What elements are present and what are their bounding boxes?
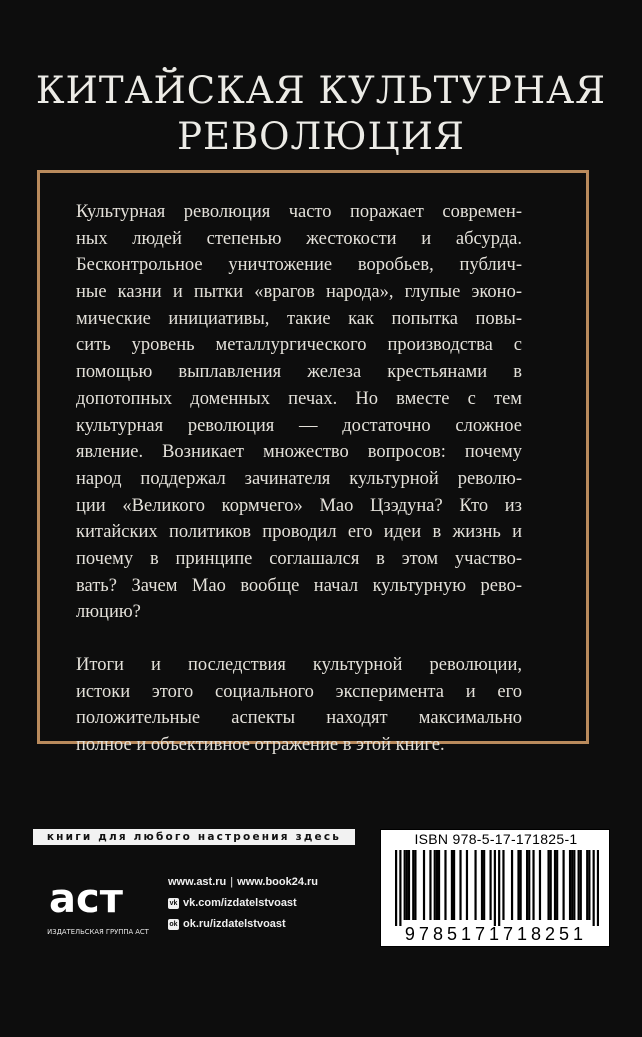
- tagline-banner: книги для любого настроения здесь: [33, 829, 355, 845]
- blurb-line: помощью выплавления железа крестьянами в: [76, 362, 522, 383]
- barcode-bar: [502, 850, 504, 920]
- title-line-1: КИТАЙСКАЯ КУЛЬТУРНАЯ: [35, 69, 607, 112]
- ok-link[interactable]: ok.ru/izdatelstvoast: [183, 918, 286, 930]
- blurb-line: истоки этого социального эксперимента и его: [76, 681, 522, 702]
- blurb-line: Бесконтрольное уничтожение воробьев, публич-: [76, 255, 522, 276]
- blurb-line: культурная революция — достаточно сложное: [76, 415, 522, 436]
- ok-icon: ok: [169, 921, 178, 928]
- barcode-bar: [481, 850, 483, 920]
- barcode-bar: [597, 850, 599, 926]
- blurb-line: почему в принципе соглашался в этом участво-: [76, 548, 522, 569]
- barcode-bar: [466, 850, 468, 920]
- barcode-bar: [395, 850, 397, 926]
- svg-text:аст: аст: [49, 876, 123, 922]
- links-separator: |: [230, 876, 234, 888]
- barcode-bar: [578, 850, 580, 920]
- barcode-bar: [562, 850, 564, 920]
- barcode-bar: [526, 850, 528, 920]
- site-link-book24[interactable]: www.book24.ru: [237, 876, 319, 888]
- barcode-bar: [588, 850, 590, 920]
- barcode-bar: [489, 850, 491, 920]
- blurb-line: допотопных доменных печах. Но вместе с тем: [76, 388, 522, 409]
- barcode-bar: [451, 850, 453, 920]
- barcode-bar: [580, 850, 582, 920]
- barcode-bar: [404, 850, 406, 920]
- blurb-paragraph-1: [76, 199, 522, 626]
- publisher-name: ИЗДАТЕЛЬСКАЯ ГРУППА АСТ: [47, 928, 149, 936]
- barcode-bar: [474, 850, 476, 920]
- blurb-line: люцию?: [76, 602, 141, 623]
- barcode-bar: [556, 850, 558, 920]
- barcode-bar: [511, 850, 513, 920]
- site-link-ast[interactable]: www.ast.ru: [168, 876, 227, 888]
- barcode-bar: [459, 850, 461, 920]
- ean-digits: 9785171718251: [404, 924, 588, 944]
- blurb-line: полное и объективное отражение в этой книге.: [76, 735, 445, 756]
- blurb-line: китайских политиков проводил его идеи в жизнь и: [76, 522, 522, 543]
- barcode-bar: [406, 850, 408, 920]
- barcode-bar: [483, 850, 485, 920]
- blurb-line: народ поддержал зачинателя культурной револю-: [76, 468, 522, 489]
- barcode-bar: [517, 850, 519, 920]
- barcode-bar: [586, 850, 588, 920]
- barcode-bar: [528, 850, 530, 920]
- barcode-bar: [408, 850, 410, 920]
- barcode-bars: [395, 850, 599, 926]
- blurb-text: [76, 199, 522, 759]
- blurb-line: Итоги и последствия культурной революции,: [76, 655, 522, 675]
- blurb-line: ции «Великого кормчего» Мао Цзэдуна? Кто из: [76, 495, 522, 516]
- book-title: [0, 68, 642, 160]
- barcode-bar: [547, 850, 549, 920]
- blurb-line: явление. Возникает множество вопросов: почему: [76, 442, 522, 463]
- barcode-bar: [444, 850, 446, 920]
- blurb-line: вать? Зачем Мао вообще начал культурную рево-: [76, 575, 522, 596]
- barcode-bar: [399, 850, 401, 926]
- isbn-label: ISBN 978-5-17-171825-1: [414, 831, 578, 847]
- vk-icon: vk: [169, 900, 178, 907]
- barcode-bar: [429, 850, 431, 920]
- barcode-bar: [571, 850, 573, 920]
- barcode-bar: [494, 850, 496, 926]
- barcode-bar: [453, 850, 455, 920]
- barcode-bar: [498, 850, 500, 926]
- barcode-bar: [532, 850, 534, 920]
- vk-link[interactable]: vk.com/izdatelstvoast: [183, 897, 297, 909]
- barcode-bar: [436, 850, 438, 920]
- publisher-links: [168, 872, 318, 935]
- barcode-bar: [520, 850, 522, 920]
- barcode-bar: [554, 850, 556, 920]
- isbn-barcode: [380, 829, 610, 947]
- blurb-line: Культурная революция часто поражает современ-: [76, 202, 522, 222]
- blurb-line: ные казни и пытки «врагов народа», глупые эконо-: [76, 282, 522, 303]
- barcode-bar: [569, 850, 571, 920]
- blurb-line: положительные аспекты находят максимально: [76, 708, 522, 729]
- blurb-line: сить уровень металлургического производства с: [76, 335, 522, 356]
- blurb-paragraph-2: [76, 652, 522, 759]
- barcode-bar: [539, 850, 541, 920]
- title-line-2: РЕВОЛЮЦИЯ: [177, 115, 465, 158]
- barcode-bar: [414, 850, 416, 920]
- barcode-bar: [434, 850, 436, 920]
- barcode-bar: [550, 850, 552, 920]
- blurb-line: ных людей степенью жестокости и абсурда.: [76, 228, 522, 249]
- barcode-bar: [573, 850, 575, 920]
- blurb-line: мические инициативы, такие как попытка повы-: [76, 308, 522, 329]
- barcode-bar: [593, 850, 595, 926]
- barcode-bar: [412, 850, 414, 920]
- barcode-bar: [438, 850, 440, 920]
- barcode-bar: [423, 850, 425, 920]
